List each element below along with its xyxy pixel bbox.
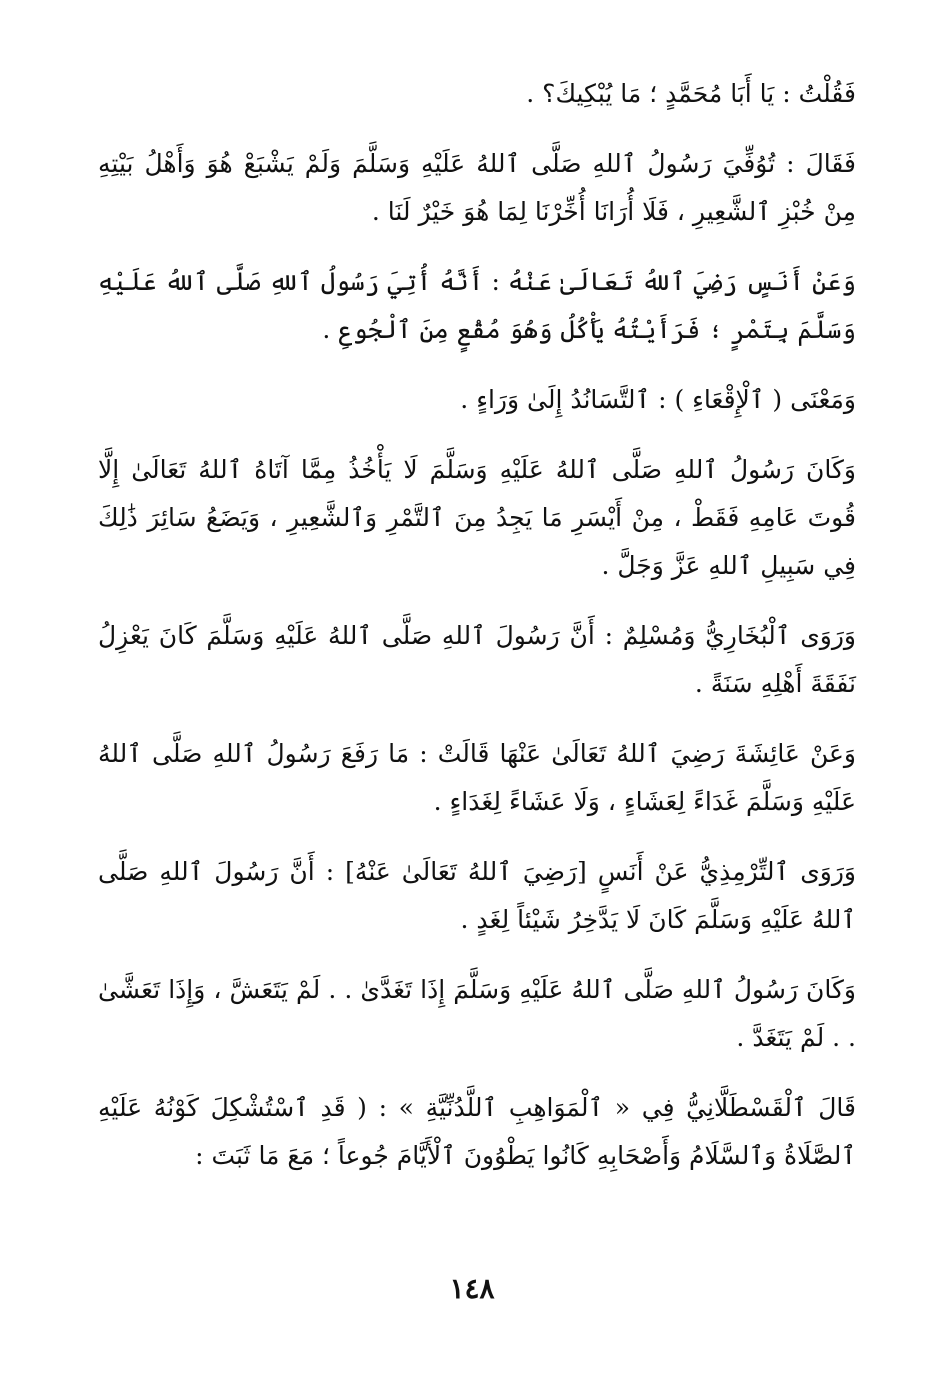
paragraph: قَالَ ٱلْقَسْطَلَّانِيُّ فِي « ٱلْمَوَاهِبِ ٱللَّدُنِّيَّةِ » : ( قَدِ ٱسْتُشْكِلَ كَوْنُهُ عَلَيْهِ ٱلصَّلَاةُ وَٱلسَّلَامُ وَأَصْحَابِهِ كَانُوا يَطْوُونَ ٱلْأَيَّامَ جُوعاً ؛ مَعَ مَا ثَبَتَ :: [98, 1093, 856, 1170]
page-number: ١٤٨: [449, 1272, 495, 1305]
page-body: [98, 70, 856, 1202]
paragraph: وَعَنْ أَنَسٍ رَضِيَ ٱللهُ تَعَالَىٰ عَنْهُ : أَنَّهُ أُتِيَ رَسُولُ ٱللهِ صَلَّى ٱللهُ عَلَيْهِ وَسَلَّمَ بِتَمْرٍ ؛ فَرَأَيْتُهُ يَأْكُلُ وَهُوَ مُقْعٍ مِنَ ٱلْجُوعِ .: [98, 267, 856, 344]
paragraph: وَرَوَى ٱلْبُخَارِيُّ وَمُسْلِمٌ : أَنَّ رَسُولَ ٱللهِ صَلَّى ٱللهُ عَلَيْهِ وَسَلَّمَ كَانَ يَعْزِلُ نَفَقَةَ أَهْلِهِ سَنَةً .: [98, 621, 856, 698]
paragraph: وَكَانَ رَسُولُ ٱللهِ صَلَّى ٱللهُ عَلَيْهِ وَسَلَّمَ لَا يَأْخُذُ مِمَّا آتَاهُ ٱللهُ تَعَالَىٰ إِلَّا قُوتَ عَامِهِ فَقَطْ ، مِنْ أَيْسَرِ مَا يَجِدُ مِنَ ٱلتَّمْرِ وَٱلشَّعِيرِ ، وَيَضَعُ سَائِرَ ذَٰلِكَ فِي سَبِيلِ ٱللهِ عَزَّ وَجَلَّ .: [98, 455, 856, 580]
paragraph: فَقُلْتُ : يَا أَبَا مُحَمَّدٍ ؛ مَا يُبْكِيكَ؟ .: [526, 79, 856, 108]
paragraph: وَعَنْ عَائِشَةَ رَضِيَ ٱللهُ تَعَالَىٰ عَنْهَا قَالَتْ : مَا رَفَعَ رَسُولُ ٱللهِ صَلَّى ٱللهُ عَلَيْهِ وَسَلَّمَ غَدَاءً لِعَشَاءٍ ، وَلَا عَشَاءً لِغَدَاءٍ .: [98, 739, 856, 816]
paragraph: وَرَوَى ٱلتِّرْمِذِيُّ عَنْ أَنَسٍ [رَضِيَ ٱللهُ تَعَالَىٰ عَنْهُ] : أَنَّ رَسُولَ ٱللهِ صَلَّى ٱللهُ عَلَيْهِ وَسَلَّمَ كَانَ لَا يَدَّخِرُ شَيْئاً لِغَدٍ .: [98, 857, 856, 934]
paragraph: وَكَانَ رَسُولُ ٱللهِ صَلَّى ٱللهُ عَلَيْهِ وَسَلَّمَ إِذَا تَغَدَّىٰ . . لَمْ يَتَعَشَّ ، وَإِذَا تَعَشَّىٰ . . لَمْ يَتَغَدَّ .: [98, 975, 856, 1052]
paragraph: وَمَعْنَى ( ٱلْإِقْعَاءِ ) : ٱلتَّسَانُدُ إِلَىٰ وَرَاءٍ .: [460, 385, 856, 414]
paragraph: فَقَالَ : تُوُفِّيَ رَسُولُ ٱللهِ صَلَّى ٱللهُ عَلَيْهِ وَسَلَّمَ وَلَمْ يَشْبَعْ هُوَ وَأَهْلُ بَيْتِهِ مِنْ خُبْزِ ٱلشَّعِيرِ ، فَلَا أُرَانَا أُخِّرْنَا لِمَا هُوَ خَيْرٌ لَنَا .: [98, 149, 856, 226]
